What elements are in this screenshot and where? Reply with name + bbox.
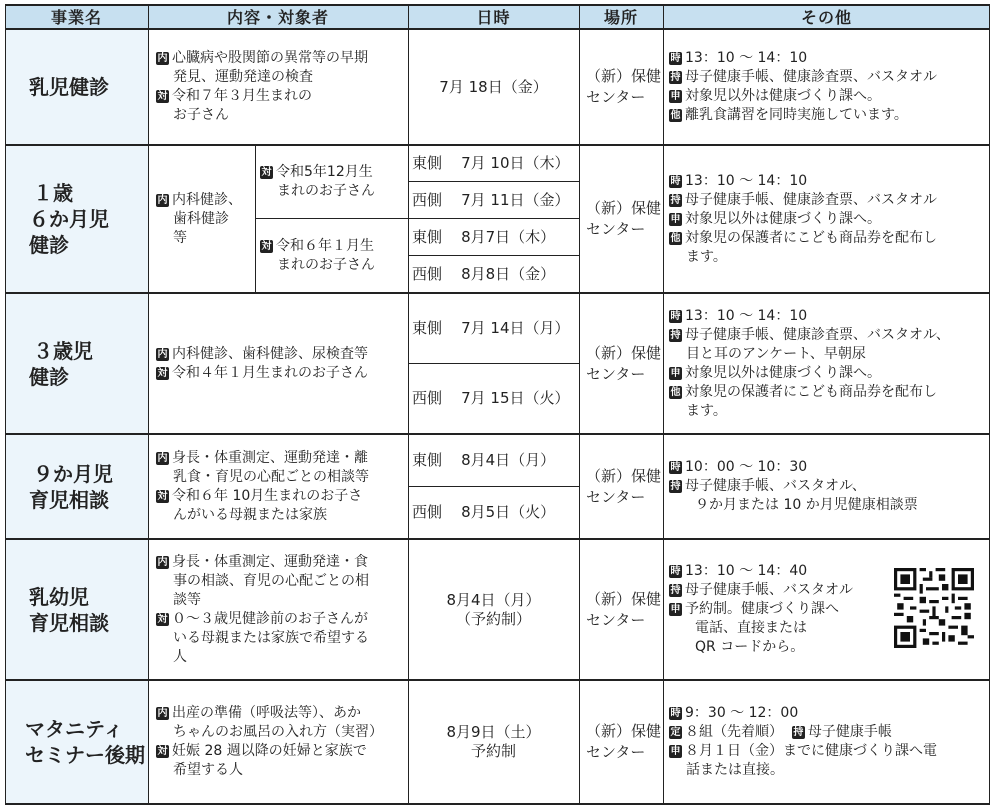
event-place: （新）保健 センター bbox=[586, 589, 662, 629]
misc-badge: 他 bbox=[670, 110, 681, 121]
nai-badge: 内 bbox=[157, 452, 168, 464]
tai-badge: 対 bbox=[157, 613, 168, 625]
event-content: 内 内科健診、 歯科健診 等 bbox=[157, 191, 242, 246]
event-content: 内 出産の準備（呼吸法等）、あか ちゃんのお風呂の入れ方（実習） 対 妊娠 28 週以降の妊婦と家族で 希望する人 bbox=[157, 705, 383, 778]
nai-badge: 内 bbox=[157, 53, 168, 64]
target-group-1: 対 令和5年12月生 まれのお子さん bbox=[261, 164, 375, 199]
nai-badge: 内 bbox=[157, 556, 168, 568]
event-name: ３歳児 健診 bbox=[5, 293, 148, 434]
event-content: 内 身長・体重測定、運動発達・食 事の相談、育児の心配ごとの相 談等 対 ０～３歳児健診前のお子さんが いる母親または家族で希望する 人 bbox=[157, 553, 369, 665]
time-badge: 時 bbox=[670, 462, 681, 473]
header-name: 事業名 bbox=[5, 5, 148, 29]
event-date: 8月9日（土） 予約制 bbox=[446, 723, 541, 760]
event-name: マタニティ セミナー後期 bbox=[5, 680, 148, 804]
header-datetime: 日時 bbox=[408, 5, 579, 29]
nai-badge: 内 bbox=[157, 348, 168, 360]
date-slot: 東側 7月 10日（木） bbox=[412, 154, 570, 172]
event-place: （新）保健 センター bbox=[586, 199, 662, 238]
apply-badge: 申 bbox=[670, 604, 681, 615]
bring-badge: 持 bbox=[670, 481, 681, 492]
misc-badge: 他 bbox=[670, 232, 681, 244]
apply-badge: 申 bbox=[670, 213, 681, 225]
event-other: 時 10：00 ～ 10：30 持 母子健康手帳、バスタオル、 ９か月または 10 か月児健康相談票 bbox=[670, 459, 918, 513]
event-name: １歳 ６か月児 健診 bbox=[5, 145, 148, 293]
target-group-2: 対 令和６年１月生 まれのお子さん bbox=[261, 238, 375, 273]
date-slot: 西側 8月8日（金） bbox=[412, 265, 556, 283]
date-slot: 東側 8月4日（月） bbox=[412, 450, 556, 469]
qr-code[interactable] bbox=[894, 568, 974, 648]
event-other: 時 9：30 ～ 12：00 定 ８組（先着順） 持 母子健康手帳 申 ８月１日（金）までに健康づくり課へ電 話または直接。 bbox=[670, 705, 937, 778]
event-content: 内 心臓病や股関節の異常等の早期 発見、運動発達の検査 対 令和７年３月生まれの お子さん bbox=[157, 50, 368, 123]
event-name: 乳児健診 bbox=[5, 29, 148, 145]
tai-badge: 対 bbox=[157, 91, 168, 102]
nai-badge: 内 bbox=[157, 708, 168, 719]
header-place: 場所 bbox=[579, 5, 663, 29]
time-badge: 時 bbox=[670, 310, 681, 322]
event-other: 時 13：10 ～ 14：40 持 母子健康手帳、バスタオル 申 予約制。健康づくり課へ 電話、直接または QR コードから。 bbox=[670, 563, 853, 655]
event-name: 乳幼児 育児相談 bbox=[5, 539, 148, 680]
time-badge: 時 bbox=[670, 53, 681, 64]
event-place: （新）保健 センター bbox=[586, 722, 662, 761]
event-content: 内 内科健診、歯科健診、尿検査等 対 令和４年１月生まれのお子さん bbox=[157, 345, 368, 381]
event-name: ９か月児 育児相談 bbox=[5, 434, 148, 539]
date-slot: 西側 8月5日（火） bbox=[412, 503, 556, 521]
tai-badge: 対 bbox=[261, 167, 272, 178]
tai-badge: 対 bbox=[261, 241, 272, 252]
event-place: （新）保健 センター bbox=[586, 343, 662, 383]
bring-badge: 持 bbox=[670, 72, 681, 83]
bring-badge: 持 bbox=[670, 194, 681, 206]
bring-badge: 持 bbox=[670, 585, 681, 596]
apply-badge: 申 bbox=[670, 367, 681, 379]
header-content: 内容・対象者 bbox=[148, 5, 408, 29]
bring-badge: 持 bbox=[793, 727, 804, 738]
date-slot: 東側 8月7日（木） bbox=[412, 228, 556, 246]
date-slot: 西側 7月 11日（金） bbox=[412, 191, 570, 209]
apply-badge: 申 bbox=[670, 746, 681, 757]
event-place: （新）保健 センター bbox=[586, 67, 662, 106]
misc-badge: 他 bbox=[670, 386, 681, 398]
event-other: 時 13：10 ～ 14：10 持 母子健康手帳、健康診査票、バスタオル 申 対象児以外は健康づくり課へ。 他 離乳食講習を同時実施しています。 bbox=[670, 50, 937, 123]
time-badge: 時 bbox=[670, 566, 681, 577]
date-slot: 西側 7月 15日（火） bbox=[412, 389, 570, 407]
event-place: （新）保健 センター bbox=[586, 466, 662, 506]
nai-badge: 内 bbox=[157, 194, 168, 206]
capacity-badge: 定 bbox=[670, 727, 681, 738]
tai-badge: 対 bbox=[157, 367, 168, 379]
event-other: 時 13：10 ～ 14：10 持 母子健康手帳、健康診査票、バスタオル、 目と耳のアンケート、早朝尿 申 対象児以外は健康づくり課へ。 他 対象児の保護者にこども商品券を配布し ます。 bbox=[670, 307, 950, 419]
bring-badge: 持 bbox=[670, 329, 681, 341]
header-other: その他 bbox=[663, 5, 990, 29]
apply-badge: 申 bbox=[670, 91, 681, 102]
event-content: 内 身長・体重測定、運動発達・離 乳食・育児の心配ごとの相談等 対 令和６年 10月生まれのお子さ んがいる母親または家族 bbox=[157, 449, 369, 523]
date-slot: 東側 7月 14日（月） bbox=[412, 318, 570, 337]
tai-badge: 対 bbox=[157, 490, 168, 502]
event-other: 時 13：10 ～ 14：10 持 母子健康手帳、健康診査票、バスタオル 申 対象児以外は健康づくり課へ。 他 対象児の保護者にこども商品券を配布し ます。 bbox=[670, 172, 937, 265]
time-badge: 時 bbox=[670, 175, 681, 187]
tai-badge: 対 bbox=[157, 746, 168, 757]
time-badge: 時 bbox=[670, 708, 681, 719]
event-date: 7月 18日（金） bbox=[439, 77, 548, 96]
event-date: 8月4日（月） （予約制） bbox=[446, 590, 541, 628]
